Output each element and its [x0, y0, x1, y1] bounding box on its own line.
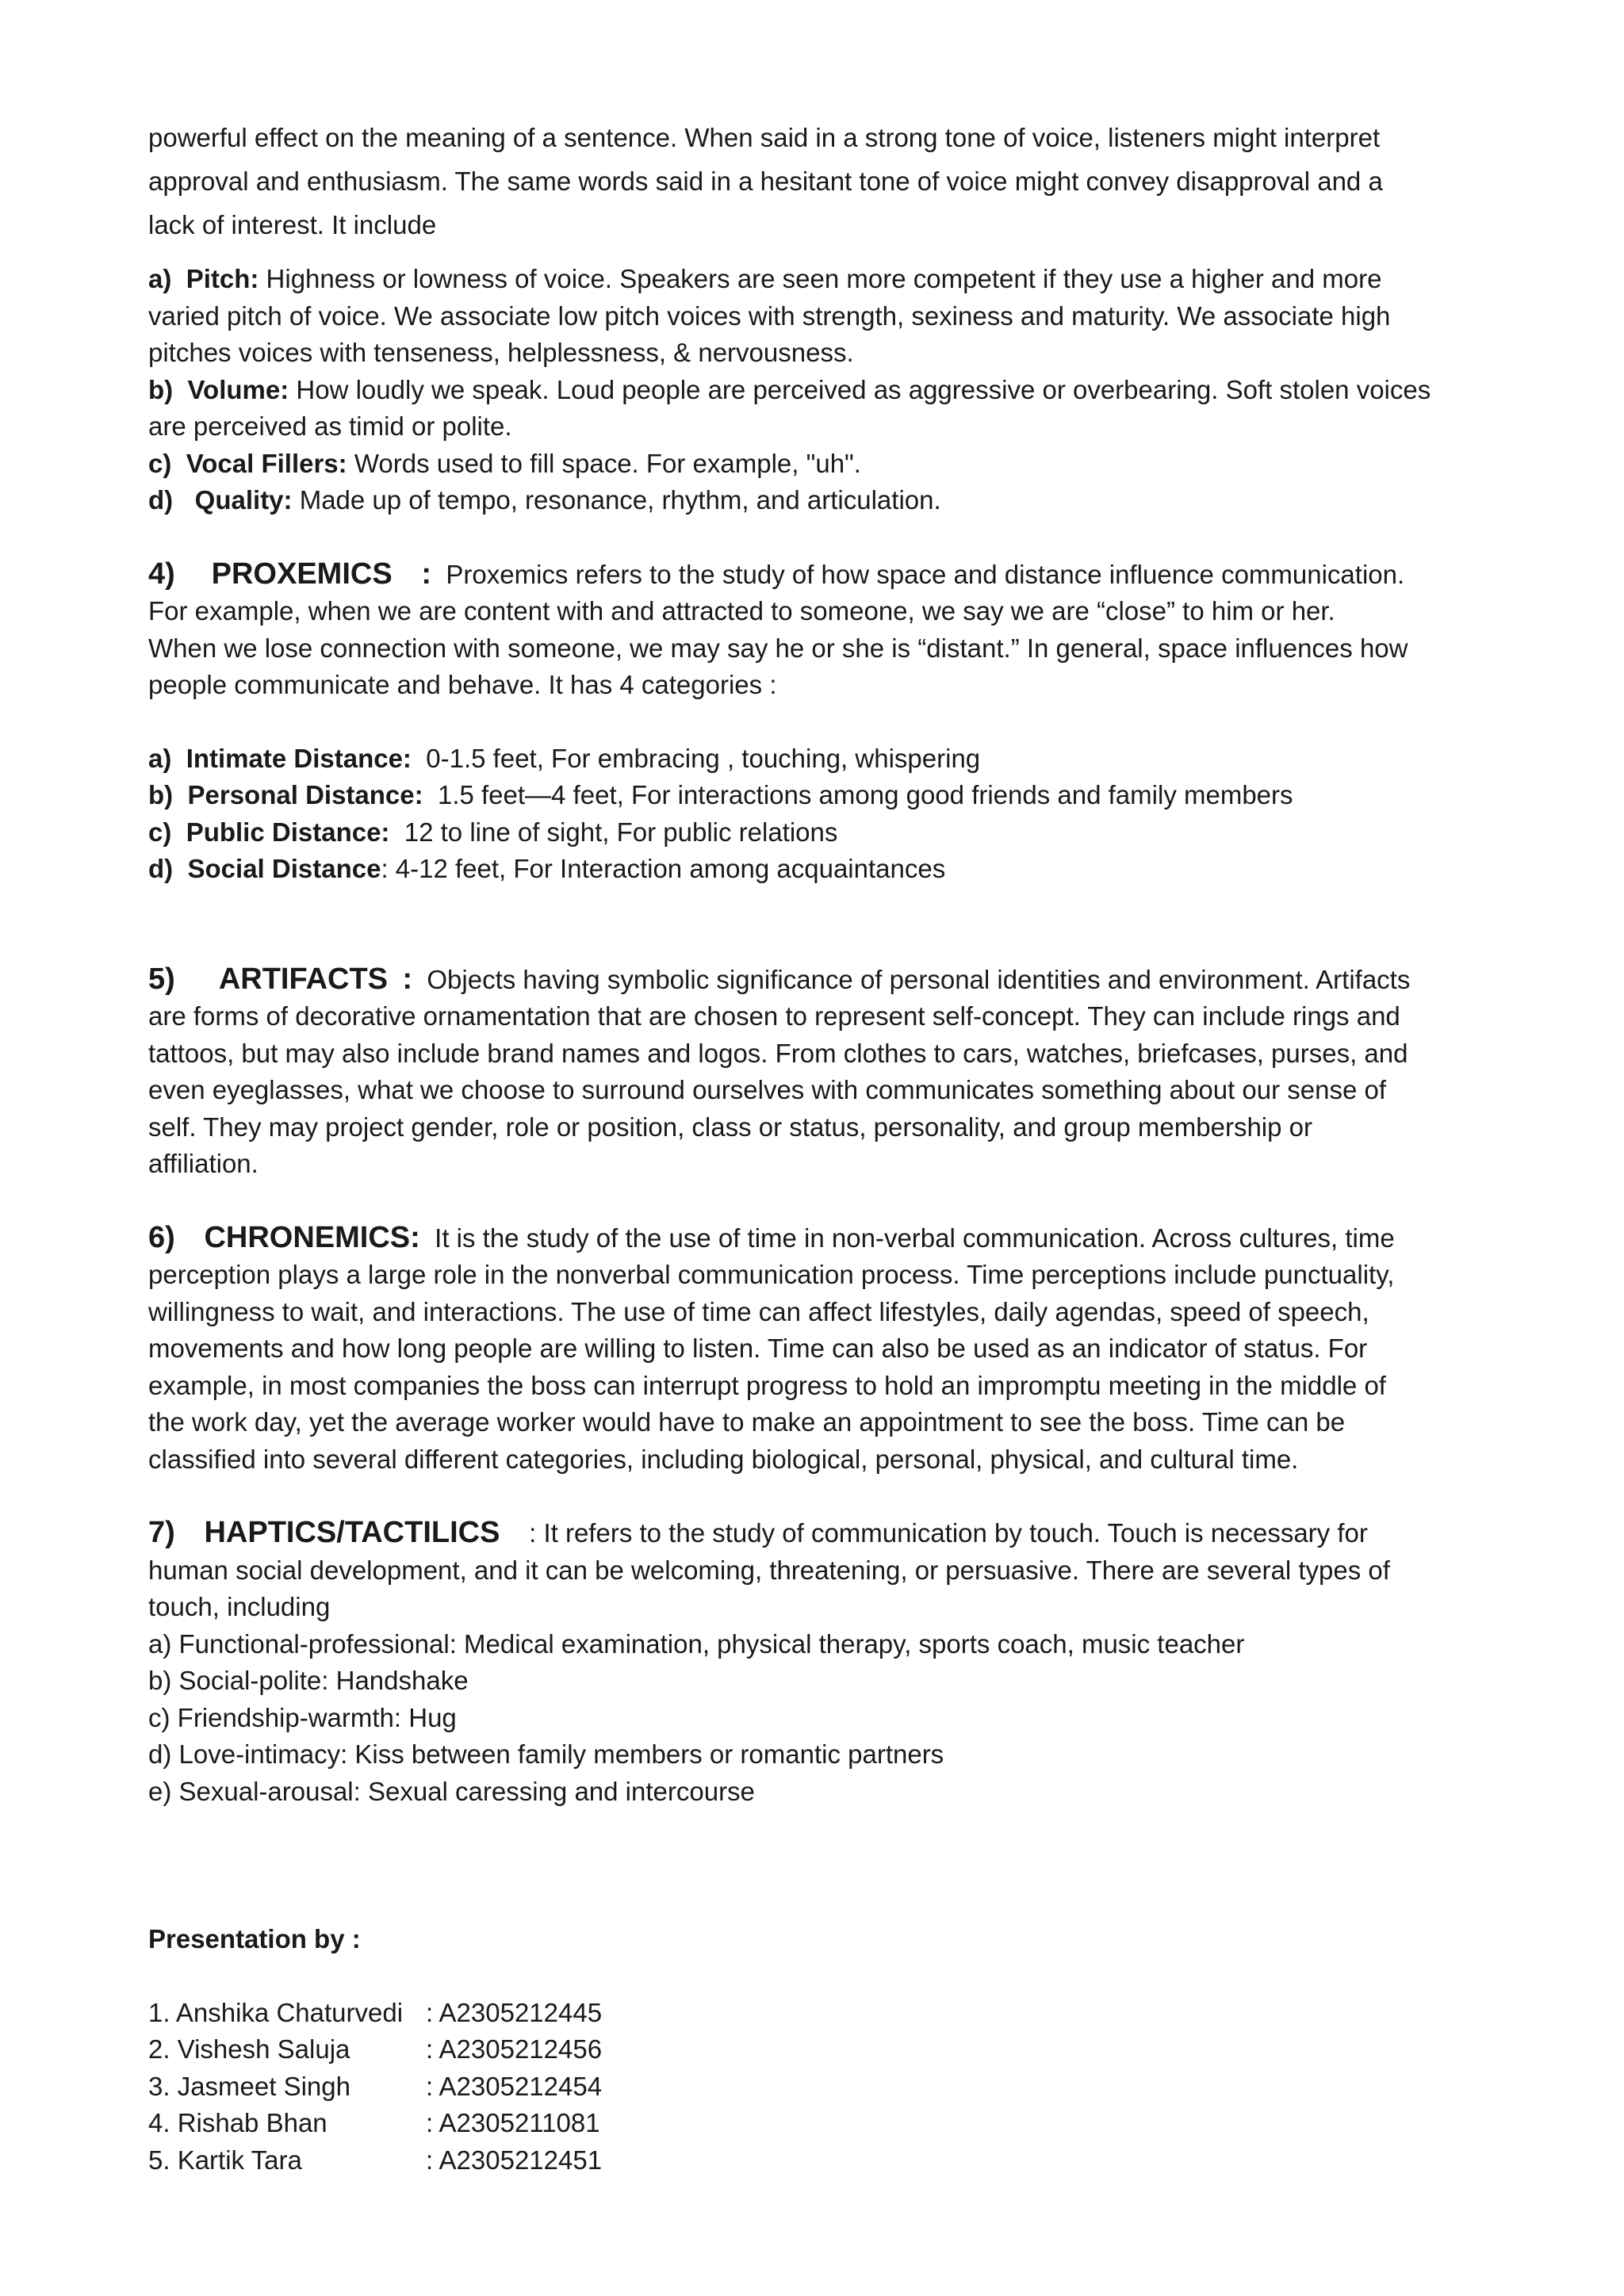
- section-text: : It refers to the study of communication by touch. Touch is necessary for: [529, 1518, 1368, 1548]
- section-number: 5): [148, 962, 175, 996]
- list-item: [148, 446, 1488, 483]
- text-line: pitches voices with tenseness, helplessness, & nervousness.: [148, 338, 854, 367]
- text-line: movements and how long people are willing to listen. Time can also be used as an indicator of status. For: [148, 1334, 1368, 1363]
- item-text: Highness or lowness of voice. Speakers are seen more competent if they use a higher and more: [266, 264, 1382, 293]
- section-heading-line: [148, 961, 1488, 999]
- member-name: 1. Anshika Chaturvedi: [148, 1997, 404, 2027]
- item-marker: c): [148, 448, 172, 478]
- text-line: affiliation.: [148, 1149, 259, 1178]
- list-item: [148, 740, 1488, 778]
- text-line: human social development, and it can be welcoming, threatening, or persuasive. There are several types of: [148, 1555, 1390, 1585]
- member-id: : A2305212445: [426, 1997, 603, 2027]
- member-name: 2. Vishesh Saluja: [148, 2034, 350, 2064]
- item-text: How loudly we speak. Loud people are perceived as aggressive or overbearing. Soft stolen voices: [296, 374, 1431, 404]
- item-text: 1.5 feet—4 feet, For interactions among good friends and family members: [437, 780, 1293, 809]
- heading-colon: :: [421, 557, 432, 591]
- text-line: tattoos, but may also include brand names and logos. From clothes to cars, watches, briefcases, purses, and: [148, 1038, 1408, 1068]
- section-number: 6): [148, 1220, 175, 1254]
- list-item: [148, 482, 1488, 519]
- section-number: 7): [148, 1516, 175, 1549]
- list-item: d) Love-intimacy: Kiss between family members or romantic partners: [148, 1739, 944, 1769]
- intro-paragraph: [148, 116, 1488, 247]
- item-label: Quality:: [194, 485, 293, 515]
- section-artifacts: [148, 961, 1488, 1183]
- item-text: Made up of tempo, resonance, rhythm, and articulation.: [299, 485, 941, 515]
- list-item: [148, 261, 1488, 298]
- member-row: [148, 2142, 1488, 2179]
- text-line: people communicate and behave. It has 4 categories :: [148, 670, 777, 699]
- member-row: [148, 2031, 1488, 2068]
- text-line: example, in most companies the boss can interrupt progress to hold an impromptu meeting in the middle of: [148, 1370, 1386, 1400]
- list-item: [148, 814, 1488, 851]
- text-line: willingness to wait, and interactions. The use of time can affect lifestyles, daily agendas, speed of speech,: [148, 1296, 1369, 1326]
- list-item: e) Sexual-arousal: Sexual caressing and intercourse: [148, 1776, 755, 1806]
- section-heading: HAPTICS/TACTILICS: [204, 1516, 500, 1549]
- member-name: 3. Jasmeet Singh: [148, 2071, 350, 2101]
- item-marker: a): [148, 743, 172, 773]
- text-line: lack of interest. It include: [148, 210, 437, 239]
- member-name: 5. Kartik Tara: [148, 2145, 302, 2175]
- text-line: When we lose connection with someone, we may say he or she is “distant.” In general, space influences how: [148, 633, 1408, 663]
- document-page: [148, 116, 1488, 2179]
- text-line: self. They may project gender, role or position, class or status, personality, and group membership or: [148, 1112, 1313, 1142]
- member-id: : A2305212456: [426, 2034, 603, 2064]
- item-text: 0-1.5 feet, For embracing , touching, whispering: [426, 743, 981, 773]
- presentation-title: Presentation by :: [148, 1924, 361, 1954]
- text-line: touch, including: [148, 1592, 331, 1621]
- member-id: : A2305212451: [426, 2145, 603, 2175]
- list-item: c) Friendship-warmth: Hug: [148, 1702, 457, 1732]
- section-haptics: [148, 1514, 1488, 1810]
- text-line: perception plays a large role in the nonverbal communication process. Time perceptions include punctuality,: [148, 1260, 1395, 1289]
- text-line: varied pitch of voice. We associate low pitch voices with strength, sexiness and maturity. We associate high: [148, 300, 1391, 331]
- text-line: powerful effect on the meaning of a sentence. When said in a strong tone of voice, listeners might interpret: [148, 123, 1381, 152]
- member-row: [148, 2105, 1488, 2142]
- heading-colon: :: [402, 962, 413, 996]
- member-id: : A2305212454: [426, 2071, 603, 2101]
- item-label: Intimate Distance:: [186, 743, 412, 773]
- section-heading: PROXEMICS: [211, 557, 393, 591]
- text-line: approval and enthusiasm. The same words said in a hesitant tone of voice might convey disapproval and a: [148, 166, 1383, 196]
- text-line: classified into several different categories, including biological, personal, physical, and cultural time.: [148, 1444, 1299, 1474]
- item-label: Vocal Fillers:: [186, 448, 347, 478]
- presentation-credits: [148, 1921, 1488, 2179]
- item-marker: b): [148, 374, 174, 404]
- list-item: b) Social-polite: Handshake: [148, 1666, 469, 1695]
- item-text: Words used to fill space. For example, "uh".: [354, 448, 861, 478]
- section-number: 4): [148, 557, 175, 591]
- section-chronemics: [148, 1219, 1488, 1479]
- member-name: 4. Rishab Bhan: [148, 2108, 327, 2137]
- text-line: are perceived as timid or polite.: [148, 411, 512, 441]
- section-heading-line: [148, 556, 1488, 594]
- section-text: Proxemics refers to the study of how space and distance influence communication.: [446, 559, 1405, 589]
- item-label: Social Distance: [187, 854, 381, 883]
- section-proxemics: [148, 556, 1488, 888]
- section-heading: CHRONEMICS:: [204, 1220, 420, 1254]
- section-heading: ARTIFACTS: [218, 962, 389, 996]
- list-item: [148, 777, 1488, 814]
- section-text: It is the study of the use of time in non-verbal communication. Across cultures, time: [435, 1223, 1395, 1253]
- list-item: a) Functional-professional: Medical examination, physical therapy, sports coach, music teacher: [148, 1628, 1245, 1659]
- item-label: Public Distance:: [186, 817, 390, 847]
- item-text: 12 to line of sight, For public relations: [404, 817, 838, 847]
- member-row: [148, 1995, 1488, 2032]
- text-line: are forms of decorative ornamentation that are chosen to represent self-concept. They can include rings and: [148, 1001, 1400, 1031]
- item-marker: b): [148, 780, 174, 809]
- text-line: the work day, yet the average worker would have to make an appointment to see the boss. Time can be: [148, 1407, 1346, 1437]
- item-label: Pitch:: [186, 264, 259, 293]
- paralanguage-list: [148, 261, 1488, 519]
- item-label: Volume:: [187, 374, 289, 404]
- text-line: even eyeglasses, what we choose to surround ourselves with communicates something about our sense of: [148, 1075, 1387, 1104]
- member-row: [148, 2068, 1488, 2106]
- section-heading-line: [148, 1219, 1488, 1257]
- item-marker: d): [148, 485, 174, 515]
- list-item: [148, 372, 1488, 409]
- item-text: : 4-12 feet, For Interaction among acquaintances: [381, 854, 946, 883]
- member-id: : A2305211081: [426, 2108, 600, 2137]
- item-marker: d): [148, 854, 174, 883]
- section-text: Objects having symbolic significance of personal identities and environment. Artifacts: [427, 964, 1411, 994]
- list-item: [148, 851, 1488, 888]
- text-line: For example, when we are content with and attracted to someone, we say we are “close” to him or her.: [148, 596, 1335, 626]
- item-marker: c): [148, 817, 172, 847]
- item-marker: a): [148, 264, 172, 293]
- item-label: Personal Distance:: [187, 780, 423, 809]
- section-heading-line: [148, 1514, 1488, 1552]
